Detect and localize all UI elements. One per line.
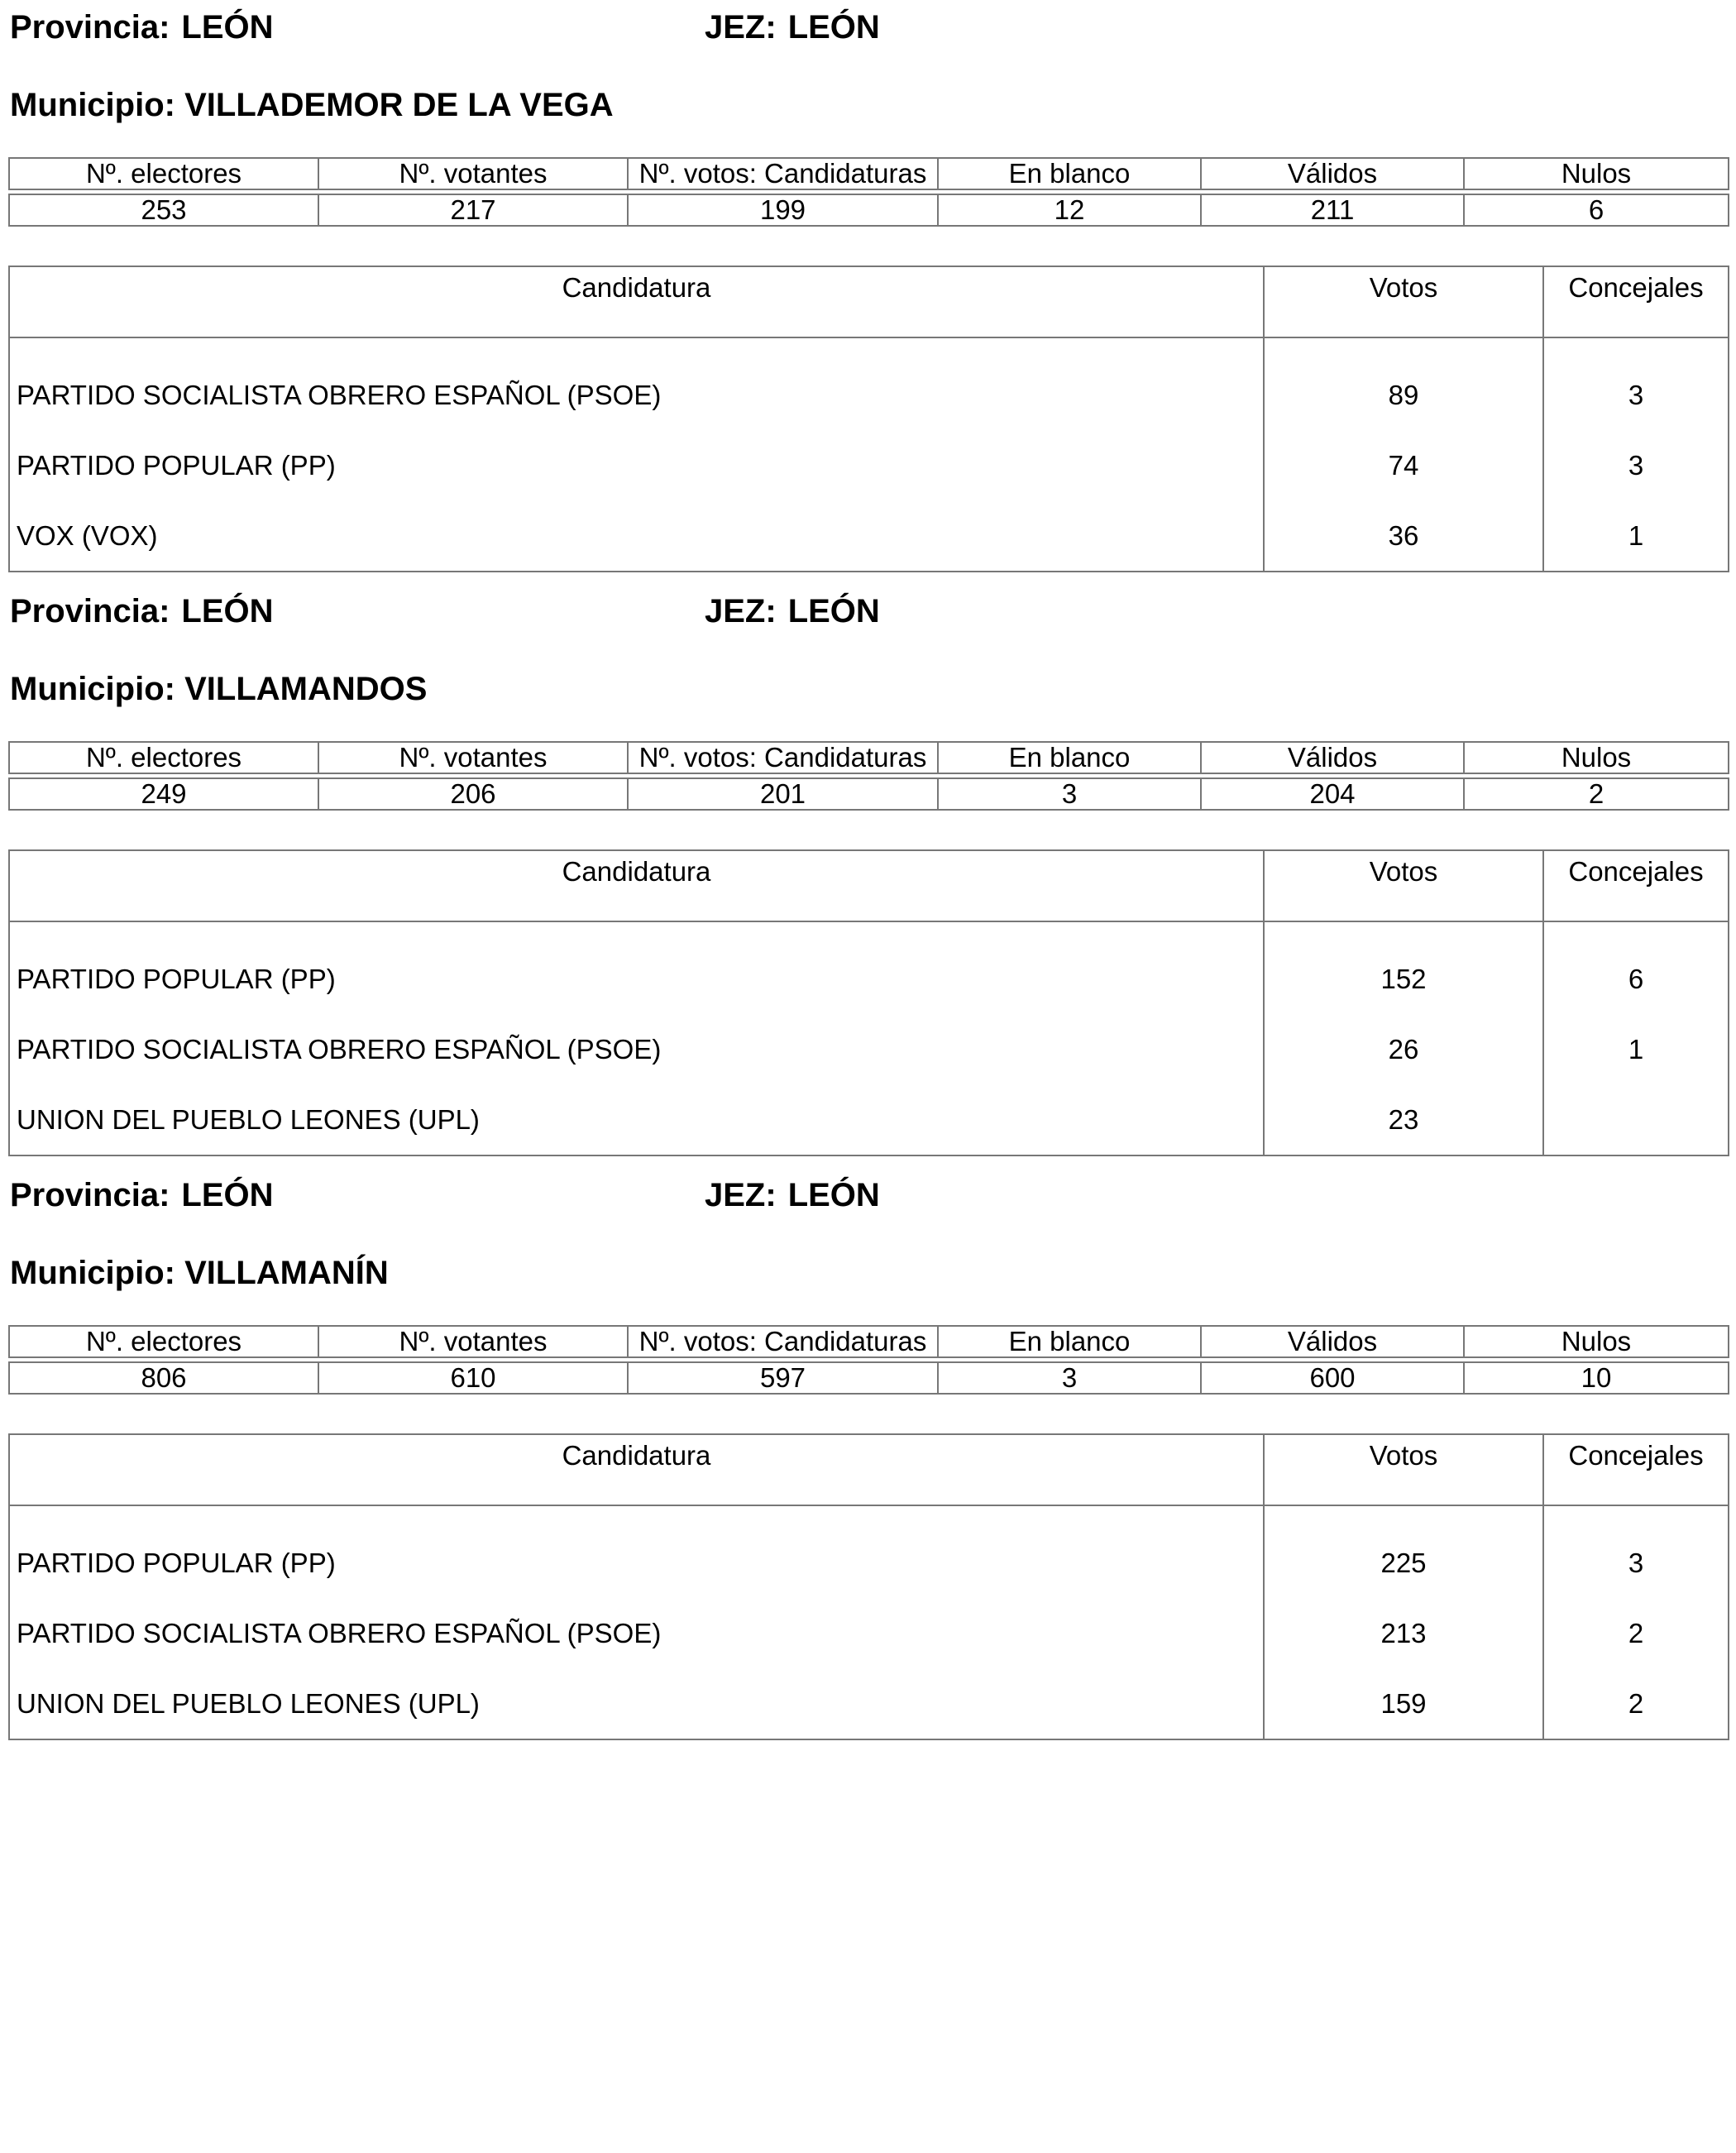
provincia-value: LEÓN — [181, 9, 274, 45]
candidatura-name: PARTIDO SOCIALISTA OBRERO ESPAÑOL (PSOE) — [9, 1598, 1264, 1668]
candidaturas-table — [8, 266, 1729, 572]
candidaturas-table — [8, 849, 1729, 1156]
table-row — [9, 944, 1729, 1014]
votos-candidaturas-value: 199 — [628, 194, 938, 226]
stats-header-row — [9, 158, 1729, 189]
table-row — [9, 360, 1729, 430]
votos-candidaturas-header: Nº. votos: Candidaturas — [628, 742, 938, 773]
votos-header: Votos — [1264, 266, 1543, 337]
candidatura-header: Candidatura — [9, 850, 1264, 921]
votos-value: 159 — [1264, 1668, 1543, 1739]
nulos-header: Nulos — [1464, 1326, 1729, 1357]
validos-header: Válidos — [1201, 158, 1464, 189]
jez-label: JEZ: — [705, 593, 777, 629]
municipio-label: Municipio: — [10, 671, 175, 707]
votos-value: 213 — [1264, 1598, 1543, 1668]
concejales-header: Concejales — [1543, 1434, 1729, 1505]
electores-value: 249 — [9, 778, 318, 810]
electores-value: 253 — [9, 194, 318, 226]
stats-header-row — [9, 742, 1729, 773]
votos-header: Votos — [1264, 1434, 1543, 1505]
candidatura-header: Candidatura — [9, 1434, 1264, 1505]
votos-candidaturas-header: Nº. votos: Candidaturas — [628, 158, 938, 189]
votos-value: 23 — [1264, 1084, 1543, 1155]
municipio-heading — [10, 672, 427, 706]
candidaturas-table — [8, 1433, 1729, 1740]
municipio-value: VILLAMANÍN — [184, 1255, 389, 1291]
nulos-value: 6 — [1464, 194, 1729, 226]
votantes-value: 217 — [318, 194, 628, 226]
candidatura-name: UNION DEL PUEBLO LEONES (UPL) — [9, 1668, 1264, 1739]
votantes-header: Nº. votantes — [318, 158, 628, 189]
table-spacer — [9, 1505, 1729, 1528]
votantes-header: Nº. votantes — [318, 1326, 628, 1357]
en-blanco-header: En blanco — [938, 742, 1201, 773]
candidatura-name: PARTIDO SOCIALISTA OBRERO ESPAÑOL (PSOE) — [9, 360, 1264, 430]
provincia-heading — [10, 1179, 274, 1212]
validos-value: 204 — [1201, 778, 1464, 810]
jez-value: LEÓN — [787, 593, 880, 629]
provincia-label: Provincia: — [10, 9, 170, 45]
provincia-label: Provincia: — [10, 593, 170, 629]
municipio-block-3 — [0, 1168, 1736, 1752]
nulos-value: 10 — [1464, 1362, 1729, 1394]
stats-value-row — [9, 778, 1729, 810]
table-row — [9, 430, 1729, 500]
candidatura-name: VOX (VOX) — [9, 500, 1264, 572]
jez-label: JEZ: — [705, 1177, 777, 1213]
en-blanco-value: 12 — [938, 194, 1201, 226]
concejales-value: 3 — [1543, 1528, 1729, 1598]
concejales-value: 1 — [1543, 500, 1729, 572]
concejales-header: Concejales — [1543, 850, 1729, 921]
provincia-heading — [10, 11, 274, 44]
provincia-label: Provincia: — [10, 1177, 170, 1213]
stats-value-row — [9, 194, 1729, 226]
jez-label: JEZ: — [705, 9, 777, 45]
electores-header: Nº. electores — [9, 158, 318, 189]
electores-header: Nº. electores — [9, 1326, 318, 1357]
nulos-header: Nulos — [1464, 742, 1729, 773]
table-row — [9, 1668, 1729, 1739]
votos-value: 152 — [1264, 944, 1543, 1014]
jez-value: LEÓN — [787, 1177, 880, 1213]
concejales-value: 2 — [1543, 1668, 1729, 1739]
en-blanco-header: En blanco — [938, 1326, 1201, 1357]
candidaturas-header-row — [9, 266, 1729, 337]
votantes-header: Nº. votantes — [318, 742, 628, 773]
votos-value: 225 — [1264, 1528, 1543, 1598]
en-blanco-value: 3 — [938, 1362, 1201, 1394]
provincia-value: LEÓN — [181, 1177, 274, 1213]
table-spacer — [9, 921, 1729, 944]
stats-value-row — [9, 1362, 1729, 1394]
concejales-header: Concejales — [1543, 266, 1729, 337]
municipio-heading — [10, 89, 614, 122]
concejales-value — [1543, 1084, 1729, 1155]
votos-header: Votos — [1264, 850, 1543, 921]
en-blanco-value: 3 — [938, 778, 1201, 810]
table-row — [9, 1014, 1729, 1084]
stats-table — [8, 741, 1729, 811]
stats-table — [8, 157, 1729, 227]
en-blanco-header: En blanco — [938, 158, 1201, 189]
validos-value: 600 — [1201, 1362, 1464, 1394]
concejales-value: 3 — [1543, 360, 1729, 430]
table-row — [9, 1528, 1729, 1598]
candidatura-name: PARTIDO POPULAR (PP) — [9, 1528, 1264, 1598]
nulos-header: Nulos — [1464, 158, 1729, 189]
stats-header-row — [9, 1326, 1729, 1357]
electores-value: 806 — [9, 1362, 318, 1394]
table-row — [9, 500, 1729, 572]
municipio-label: Municipio: — [10, 1255, 175, 1291]
municipio-heading — [10, 1256, 389, 1289]
provincia-value: LEÓN — [181, 593, 274, 629]
jez-value: LEÓN — [787, 9, 880, 45]
municipio-value: VILLADEMOR DE LA VEGA — [184, 87, 614, 123]
votos-value: 74 — [1264, 430, 1543, 500]
votantes-value: 206 — [318, 778, 628, 810]
votos-value: 36 — [1264, 500, 1543, 572]
candidaturas-header-row — [9, 850, 1729, 921]
concejales-value: 2 — [1543, 1598, 1729, 1668]
municipio-value: VILLAMANDOS — [184, 671, 428, 707]
provincia-heading — [10, 595, 274, 628]
candidaturas-header-row — [9, 1434, 1729, 1505]
votos-candidaturas-header: Nº. votos: Candidaturas — [628, 1326, 938, 1357]
municipio-label: Municipio: — [10, 87, 175, 123]
candidatura-name: PARTIDO SOCIALISTA OBRERO ESPAÑOL (PSOE) — [9, 1014, 1264, 1084]
jez-heading — [705, 1179, 880, 1212]
votos-value: 89 — [1264, 360, 1543, 430]
table-spacer — [9, 337, 1729, 360]
candidatura-name: UNION DEL PUEBLO LEONES (UPL) — [9, 1084, 1264, 1155]
candidatura-name: PARTIDO POPULAR (PP) — [9, 430, 1264, 500]
electores-header: Nº. electores — [9, 742, 318, 773]
nulos-value: 2 — [1464, 778, 1729, 810]
municipio-block-2 — [0, 584, 1736, 1168]
votos-value: 26 — [1264, 1014, 1543, 1084]
jez-heading — [705, 595, 880, 628]
jez-heading — [705, 11, 880, 44]
municipio-block-1 — [0, 0, 1736, 584]
validos-value: 211 — [1201, 194, 1464, 226]
validos-header: Válidos — [1201, 1326, 1464, 1357]
votantes-value: 610 — [318, 1362, 628, 1394]
validos-header: Válidos — [1201, 742, 1464, 773]
stats-table — [8, 1325, 1729, 1395]
votos-candidaturas-value: 201 — [628, 778, 938, 810]
concejales-value: 1 — [1543, 1014, 1729, 1084]
candidatura-header: Candidatura — [9, 266, 1264, 337]
candidatura-name: PARTIDO POPULAR (PP) — [9, 944, 1264, 1014]
concejales-value: 6 — [1543, 944, 1729, 1014]
concejales-value: 3 — [1543, 430, 1729, 500]
table-row — [9, 1084, 1729, 1155]
table-row — [9, 1598, 1729, 1668]
votos-candidaturas-value: 597 — [628, 1362, 938, 1394]
